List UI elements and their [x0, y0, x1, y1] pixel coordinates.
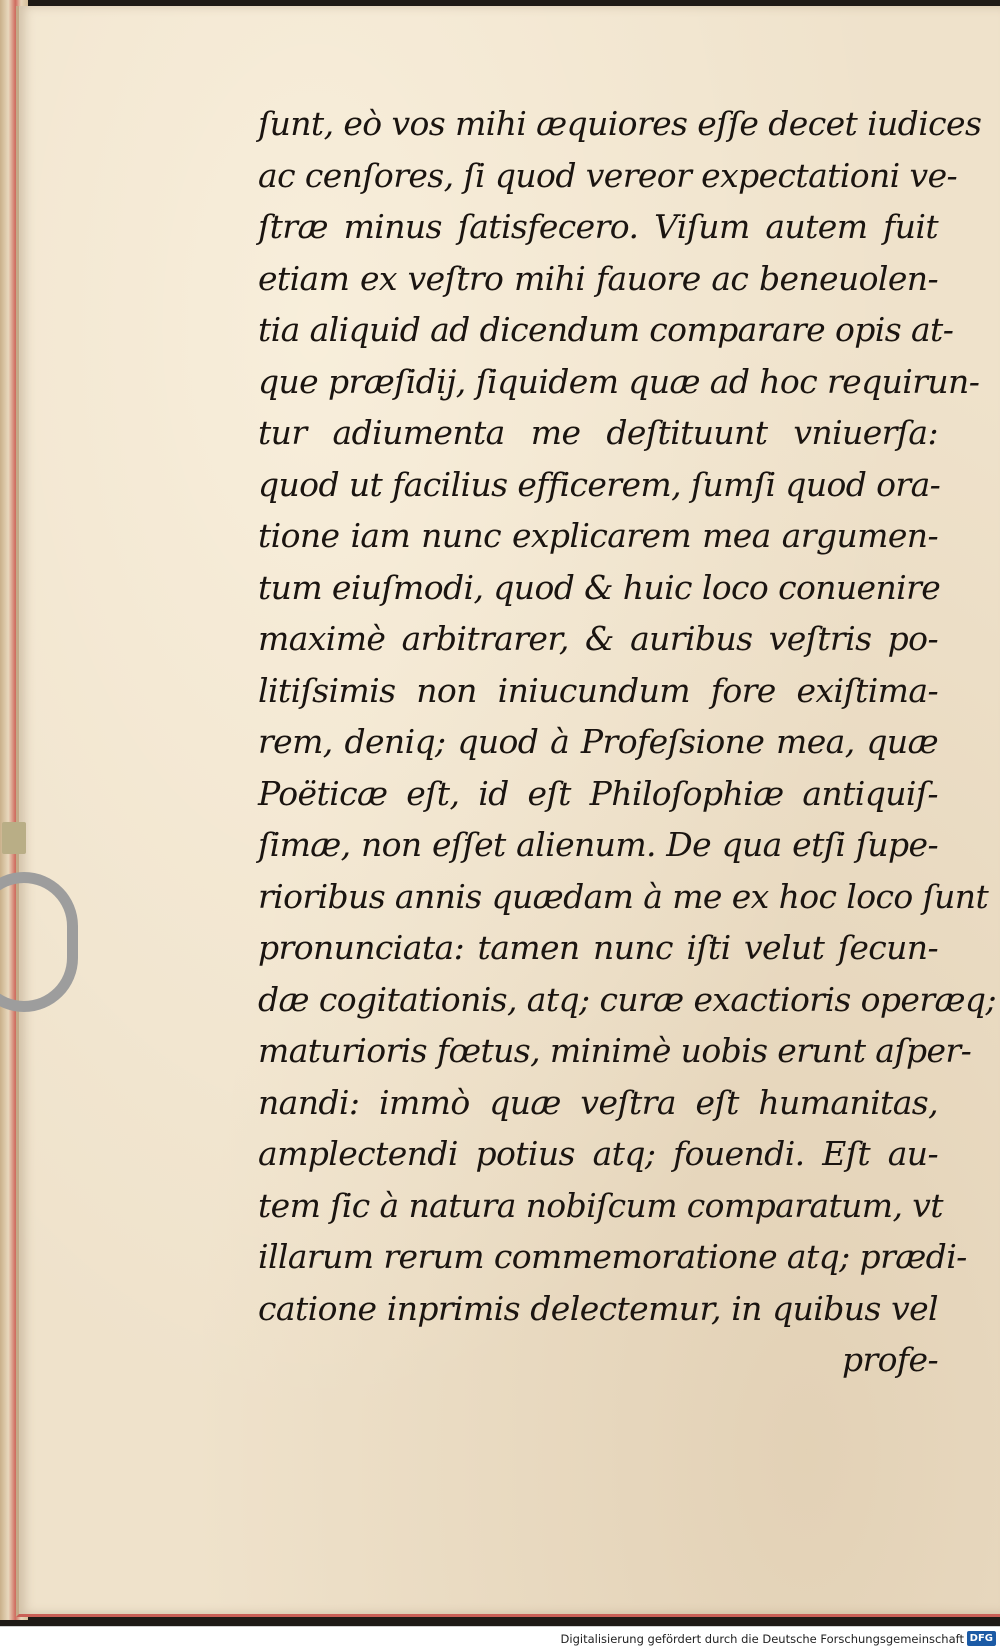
text-line: ſimæ, non eſſet alienum. De qua etſi ſupe-	[258, 825, 938, 864]
text-line: tum eiuſmodi, quod & huic loco conuenire	[258, 567, 941, 607]
text-line: etiam ex veſtro mihi fauore ac beneuolen-	[258, 258, 938, 298]
text-line: amplectendi potius atq; fouendi. Eſt au-	[258, 1134, 938, 1173]
footer-bar	[0, 1626, 1000, 1649]
catchword: profe-	[841, 1340, 938, 1379]
text-line: tem ſic à natura nobiſcum comparatum, vt	[258, 1185, 943, 1225]
funding-credit: Digitalisierung gefördert durch die Deutsche Forschungsgemeinschaft	[560, 1632, 964, 1646]
page-text	[258, 98, 996, 1386]
text-line: ſunt, eò vos mihi æquiores eſſe decet iudices	[258, 104, 982, 143]
text-line: tione iam nunc explicarem mea argumen-	[258, 516, 938, 555]
text-line: rem, deniq; quod à Profeſsione mea, quæ	[258, 722, 938, 761]
text-line: tur adiumenta me deſtituunt vniuerſa:	[258, 413, 938, 452]
text-line: catione inprimis delectemur, in quibus vel	[258, 1288, 938, 1328]
bookmark-ribbon	[2, 822, 26, 854]
dfg-logo-icon: DFG	[967, 1631, 996, 1646]
text-line: Poëticæ eſt, id eſt Philoſophiæ antiquiſ-	[258, 773, 938, 813]
text-line: nandi: immò quæ veſtra eſt humanitas,	[258, 1082, 938, 1122]
text-line: rioribus annis quædam à me ex hoc loco ſunt	[258, 876, 989, 916]
text-line: tia aliquid ad dicendum comparare opis at-	[258, 310, 954, 349]
text-line: litiſsimis non iniucundum fore exiſtima-	[258, 670, 938, 710]
text-line: quod ut facilius efficerem, ſumſi quod ora-	[258, 464, 941, 504]
text-line: ſtræ minus ſatisfecero. Viſum autem fuit	[258, 207, 938, 246]
text-line: que præſidij, ſiquidem quæ ad hoc requirun-	[258, 361, 980, 401]
text-line: dæ cogitationis, atq; curæ exactioris operæq;	[258, 979, 996, 1019]
text-line: ac cenſores, ſi quod vereor expectationi ve-	[258, 155, 958, 195]
text-line: maximè arbitrarer, & auribus veſtris po-	[258, 619, 938, 658]
binding-clip	[0, 872, 78, 1012]
text-line: illarum rerum commemoratione atq; prædi-	[258, 1237, 967, 1276]
text-line: maturioris fœtus, minimè uobis erunt aſper-	[258, 1031, 972, 1070]
text-line: pronunciata: tamen nunc iſti velut ſecun-	[258, 928, 938, 967]
